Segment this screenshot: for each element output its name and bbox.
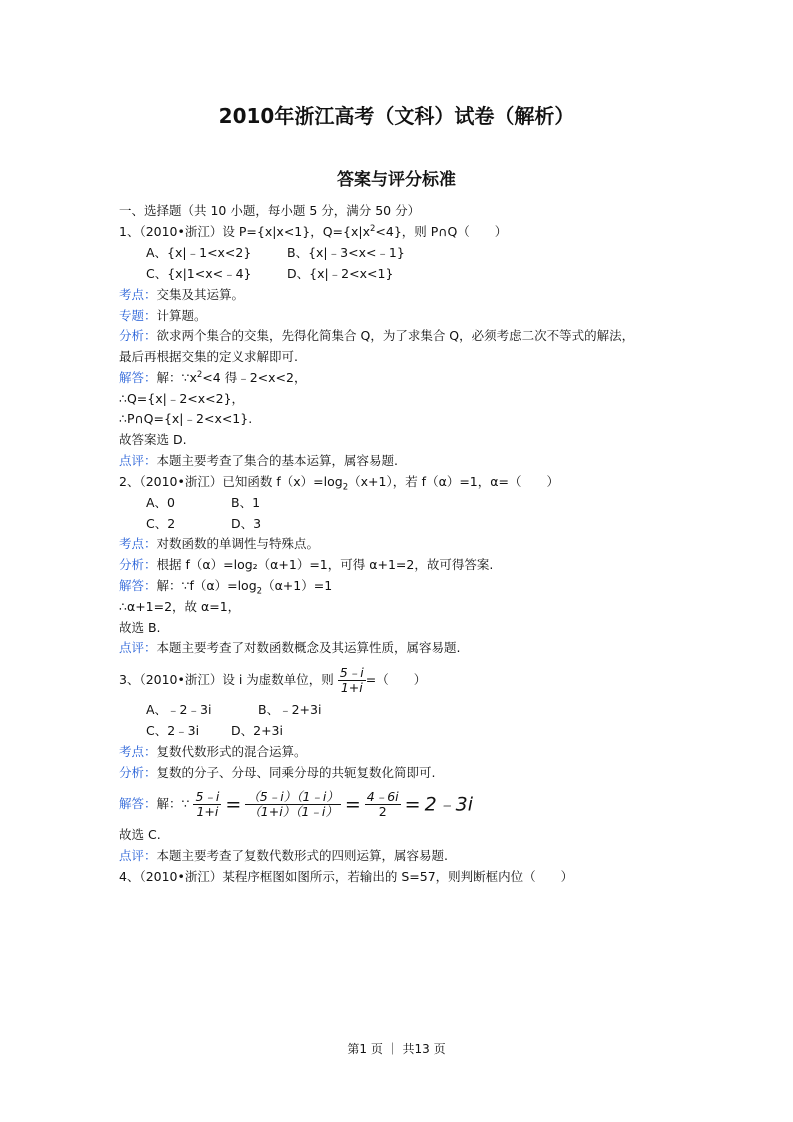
q4-stem: 4、（2010•浙江）某程序框图如图所示，若输出的 S=57，则判断框内位（ ） bbox=[119, 869, 574, 884]
q2-option-a: A、0 bbox=[146, 495, 176, 510]
q2-step-2: ∴α+1=2，故 α=1， bbox=[119, 599, 241, 614]
q1-stem: 1、（2010•浙江）设 P={x|x<1}，$Q=\{x|x^2<4\}$，则 P∩Q（ ） bbox=[119, 223, 508, 239]
q2-fenxi: 分析：根据 f（α）=log₂（α+1）=1，可得 α+1=2，故可得答案. bbox=[119, 557, 494, 572]
q1-option-b: B、{x|﹣3<x<﹣1} bbox=[287, 245, 405, 260]
q3-jieda-frac-2: $\frac{(5﹣i)(1﹣i)}{(1+i)(1﹣i)}$ bbox=[247, 789, 339, 819]
q3-option-d: D、2+3i bbox=[231, 723, 283, 738]
q1-jieda: 解答：解：$\because x^2<4$ 得﹣2<x<2， bbox=[119, 369, 307, 385]
q3-stem: 3、（2010•浙江）设 i 为虚数单位，则 $\frac{5﹣i}{1+i}$ =（ ） bbox=[119, 665, 427, 695]
q3-dianping: 点评：本题主要考查了复数代数形式的四则运算，属容易题. bbox=[119, 848, 448, 863]
q1-fenxi: 分析：欲求两个集合的交集，先得化简集合 Q，为了求集合 Q，必须考虑二次不等式的解法， bbox=[119, 328, 635, 343]
q2-stem: 2、（2010•浙江）已知函数 $f(x)=\log_2(x+1)$，若 f（α）=1，α=（ ） bbox=[119, 474, 559, 493]
q2-kaodian: 考点：对数函数的单调性与特殊点。 bbox=[119, 536, 320, 551]
q3-answer: 故选 C. bbox=[119, 827, 161, 842]
q1-option-d: D、{x|﹣2<x<1} bbox=[287, 266, 394, 281]
q2-option-d: D、3 bbox=[231, 516, 262, 531]
q1-kaodian: 考点：交集及其运算。 bbox=[119, 287, 245, 302]
q3-jieda-frac-3: $\frac{4﹣6i}{2}$ bbox=[366, 789, 399, 819]
q3-kaodian: 考点：复数代数形式的混合运算。 bbox=[119, 744, 307, 759]
q3-jieda: 解答：解：∵ $\frac{5﹣i}{1+i}$ = $\frac{(5﹣i)(1﹣i)}{(1+i)(1﹣i)}$ = $\frac{4﹣6i}{2}$ = 2﹣3i bbox=[119, 789, 474, 819]
q1-option-a: A、{x|﹣1<x<2} bbox=[146, 245, 252, 260]
q3-fraction: $\frac{5﹣i}{1+i}$ bbox=[339, 665, 364, 695]
q2-option-b: B、1 bbox=[231, 495, 261, 510]
q2-jieda: 解答：解：$\because f(\alpha)=\log_2(\alpha+1)=1$ bbox=[119, 578, 333, 597]
page-title: 2010年浙江高考（文科）试卷（解析） bbox=[218, 104, 575, 128]
q3-option-b: B、﹣2+3i bbox=[258, 702, 322, 717]
q1-step-3: ∴P∩Q={x|﹣2<x<1}. bbox=[119, 411, 253, 426]
q3-option-a: A、﹣2﹣3i bbox=[146, 702, 212, 717]
q1-option-c: C、{x|1<x<﹣4} bbox=[146, 266, 252, 281]
q1-dianping: 点评：本题主要考查了集合的基本运算，属容易题. bbox=[119, 453, 398, 468]
q3-jieda-frac-1: $\frac{5﹣i}{1+i}$ bbox=[195, 789, 220, 819]
q2-option-c: C、2 bbox=[146, 516, 176, 531]
q1-fenxi-cont: 最后再根据交集的定义求解即可. bbox=[119, 349, 298, 364]
page-footer: 第1 页 ｜ 共13 页 bbox=[347, 1042, 446, 1056]
q2-dianping: 点评：本题主要考查了对数函数概念及其运算性质，属容易题. bbox=[119, 640, 461, 655]
q1-step-2: ∴Q={x|﹣2<x<2}， bbox=[119, 391, 245, 406]
q3-option-c: C、2﹣3i bbox=[146, 723, 200, 738]
page-subtitle: 答案与评分标准 bbox=[337, 170, 456, 190]
q1-zhuanti: 专题：计算题。 bbox=[119, 308, 207, 323]
q3-jieda-result: 2﹣3i bbox=[424, 793, 474, 816]
q3-fenxi: 分析：复数的分子、分母、同乘分母的共轭复数化简即可. bbox=[119, 765, 436, 780]
q2-answer: 故选 B. bbox=[119, 620, 161, 635]
q1-answer: 故答案选 D. bbox=[119, 432, 187, 447]
section-heading: 一、选择题（共 10 小题，每小题 5 分，满分 50 分） bbox=[119, 203, 421, 218]
